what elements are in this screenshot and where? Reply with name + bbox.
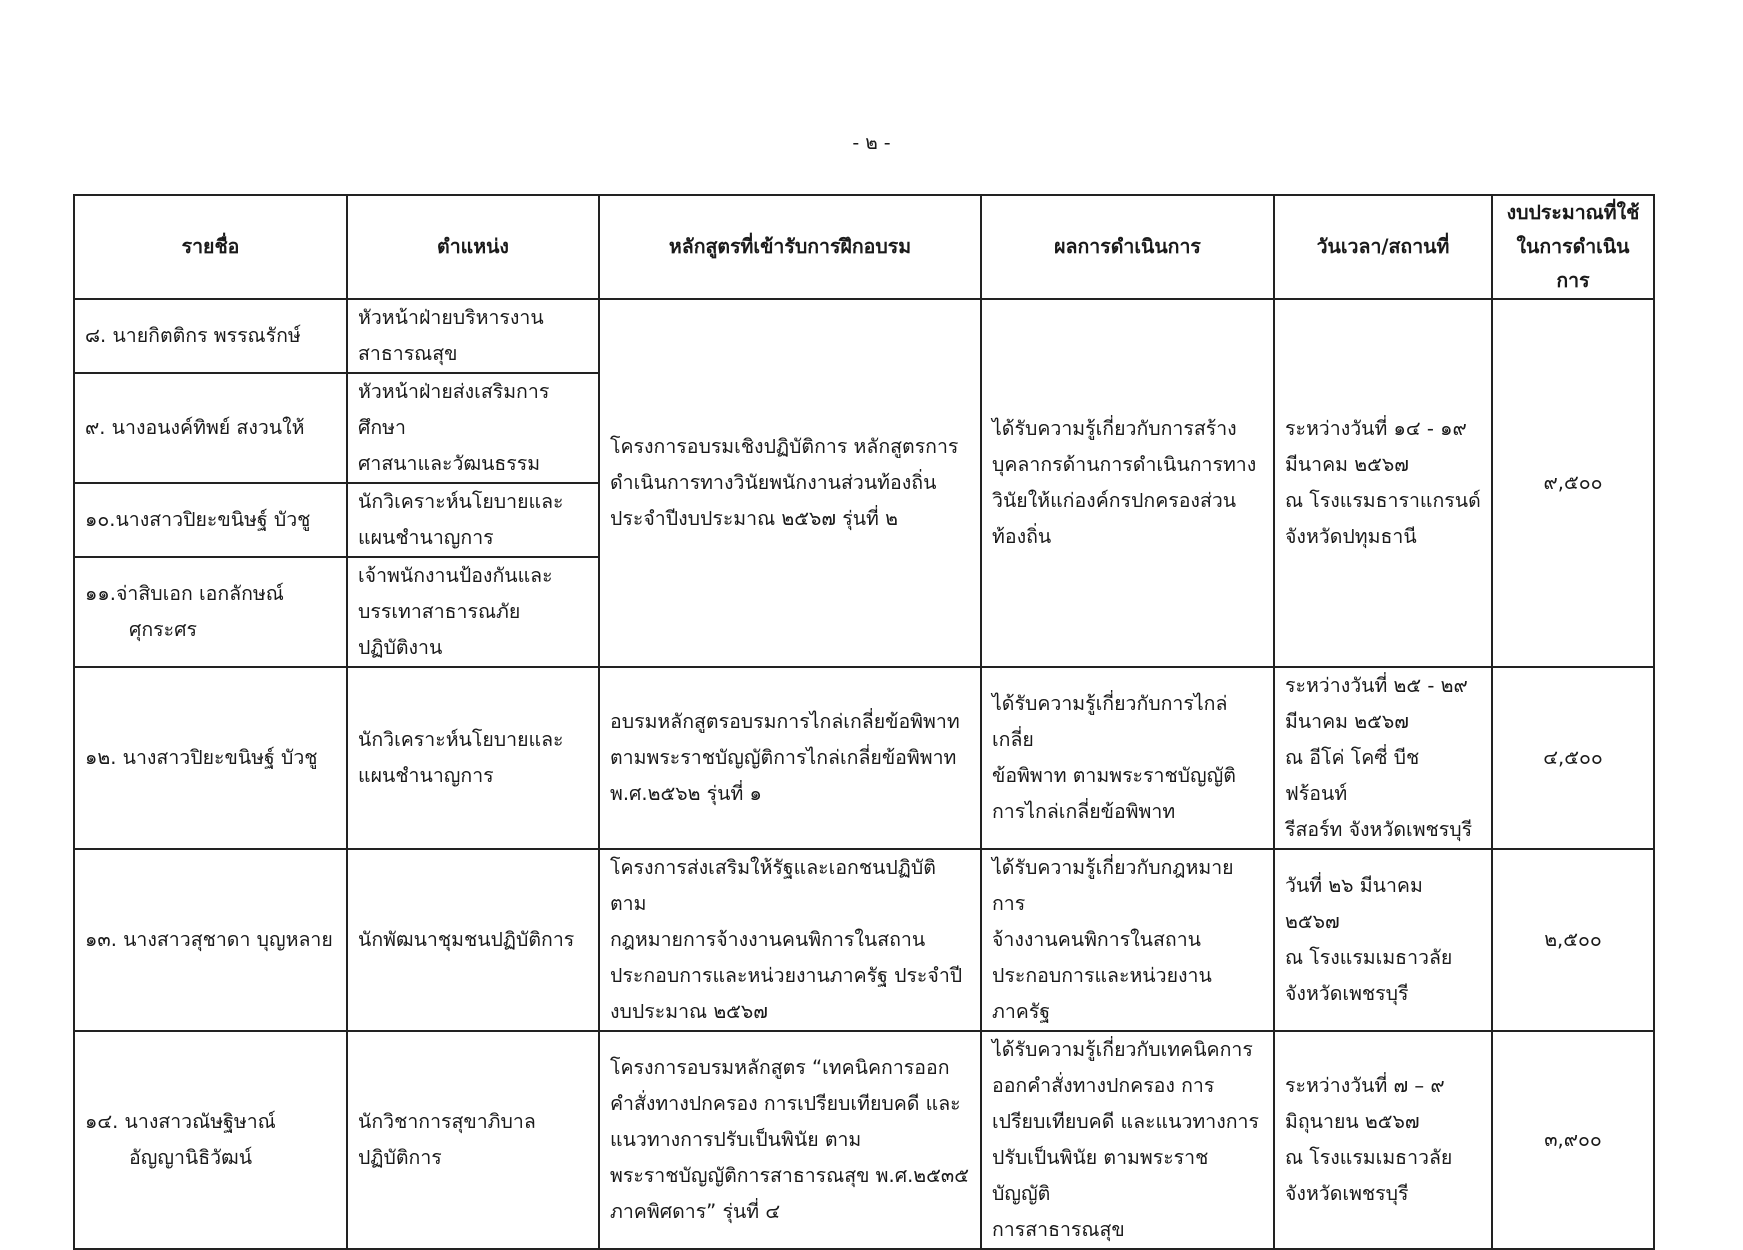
name-line-1: ๑๔. นางสาวณัษฐิษาณ์ <box>85 1110 276 1133</box>
header-name: รายชื่อ <box>74 195 347 299</box>
cell-budget: ๓,๙๐๐ <box>1492 1031 1654 1249</box>
cell-name: ๘. นายกิตติกร พรรณรักษ์ <box>74 299 347 373</box>
cell-name <box>74 557 347 667</box>
cell-course: โครงการอบรมเชิงปฏิบัติการ หลักสูตรการดำเนินการทางวินัยพนักงานส่วนท้องถิ่นประจำปีงบประมาณ ๒๕๖๗ รุ่นที่ ๒ <box>599 299 981 667</box>
header-course: หลักสูตรที่เข้ารับการฝึกอบรม <box>599 195 981 299</box>
cell-datetime: วันที่ ๒๖ มีนาคม ๒๕๖๗ ณ โรงแรมเมธาวลัย จังหวัดเพชรบุรี <box>1274 849 1492 1031</box>
header-position: ตำแหน่ง <box>347 195 599 299</box>
cell-datetime: ระหว่างวันที่ ๗ – ๙ มิถุนายน ๒๕๖๗ ณ โรงแรมเมธาวลัย จังหวัดเพชรบุรี <box>1274 1031 1492 1249</box>
name-line-2: ศุกระศร <box>129 618 197 641</box>
cell-course: โครงการอบรมหลักสูตร “เทคนิคการออก คำสั่งทางปกครอง การเปรียบเทียบคดี และ แนวทางการปรับเป็นพินัย ตาม พระราชบัญญัติการสาธารณสุข พ.ศ.๒๕๓๕ ภาคพิศดาร” รุ่นที่ ๔ <box>599 1031 981 1249</box>
name-line-1: ๑๑.จ่าสิบเอก เอกลักษณ์ <box>85 582 284 605</box>
cell-position: นักวิเคราะห์นโยบายและ แผนชำนาญการ <box>347 483 599 557</box>
cell-position: นักวิชาการสุขาภิบาล ปฏิบัติการ <box>347 1031 599 1249</box>
cell-result: ได้รับความรู้เกี่ยวกับการไกล่เกลี่ย ข้อพิพาท ตามพระราชบัญญัติ การไกล่เกลี่ยข้อพิพาท <box>981 667 1274 849</box>
cell-budget: ๔,๕๐๐ <box>1492 667 1654 849</box>
cell-budget: ๙,๕๐๐ <box>1492 299 1654 667</box>
cell-position: หัวหน้าฝ่ายส่งเสริมการศึกษา ศาสนาและวัฒนธรรม <box>347 373 599 483</box>
cell-datetime: ระหว่างวันที่ ๒๕ - ๒๙ มีนาคม ๒๕๖๗ ณ อีโค่ โคซี่ บีชฟร้อนท์ รีสอร์ท จังหวัดเพชรบุรี <box>1274 667 1492 849</box>
table-row <box>74 299 1654 373</box>
cell-name: ๑๐.นางสาวปิยะขนิษฐ์ บัวชู <box>74 483 347 557</box>
cell-result: ได้รับความรู้เกี่ยวกับกฎหมายการ จ้างงานคนพิการในสถาน ประกอบการและหน่วยงาน ภาครัฐ <box>981 849 1274 1031</box>
name-line-2: อัญญานิธิวัฒน์ <box>129 1146 253 1169</box>
cell-budget: ๒,๕๐๐ <box>1492 849 1654 1031</box>
cell-name <box>74 1031 347 1249</box>
header-result: ผลการดำเนินการ <box>981 195 1274 299</box>
cell-datetime: ระหว่างวันที่ ๑๔ - ๑๙ มีนาคม ๒๕๖๗ ณ โรงแรมธาราแกรนด์ จังหวัดปทุมธานี <box>1274 299 1492 667</box>
cell-result: ได้รับความรู้เกี่ยวกับเทคนิคการ ออกคำสั่งทางปกครอง การ เปรียบเทียบคดี และแนวทางการ ปรับเป็นพินัย ตามพระราชบัญญัติ การสาธารณสุข <box>981 1031 1274 1249</box>
page-number: - ๒ - <box>852 132 891 154</box>
cell-course: อบรมหลักสูตรอบรมการไกล่เกลี่ยข้อพิพาท ตามพระราชบัญญัติการไกล่เกลี่ยข้อพิพาท พ.ศ.๒๕๖๒ รุ่นที่ ๑ <box>599 667 981 849</box>
cell-name: ๑๓. นางสาวสุชาดา บุญหลาย <box>74 849 347 1031</box>
table-row <box>74 1031 1654 1249</box>
cell-name: ๑๒. นางสาวปิยะขนิษฐ์ บัวชู <box>74 667 347 849</box>
cell-position: หัวหน้าฝ่ายบริหารงาน สาธารณสุข <box>347 299 599 373</box>
cell-position: เจ้าพนักงานป้องกันและ บรรเทาสาธารณภัย ปฏิบัติงาน <box>347 557 599 667</box>
cell-position: นักวิเคราะห์นโยบายและ แผนชำนาญการ <box>347 667 599 849</box>
cell-name: ๙. นางอนงค์ทิพย์ สงวนให้ <box>74 373 347 483</box>
cell-position: นักพัฒนาชุมชนปฏิบัติการ <box>347 849 599 1031</box>
table-header-row <box>74 195 1654 299</box>
training-report-table <box>73 194 1655 1250</box>
table-row <box>74 667 1654 849</box>
table-row <box>74 849 1654 1031</box>
cell-course: โครงการส่งเสริมให้รัฐและเอกชนปฏิบัติตาม กฎหมายการจ้างงานคนพิการในสถาน ประกอบการและหน่วยงานภาครัฐ ประจำปี งบประมาณ ๒๕๖๗ <box>599 849 981 1031</box>
header-datetime: วันเวลา/สถานที่ <box>1274 195 1492 299</box>
header-budget: งบประมาณที่ใช้ ในการดำเนินการ <box>1492 195 1654 299</box>
cell-result: ได้รับความรู้เกี่ยวกับการสร้างบุคลากรด้านการดำเนินการทางวินัยให้แก่องค์กรปกครองส่วนท้องถิ่น <box>981 299 1274 667</box>
